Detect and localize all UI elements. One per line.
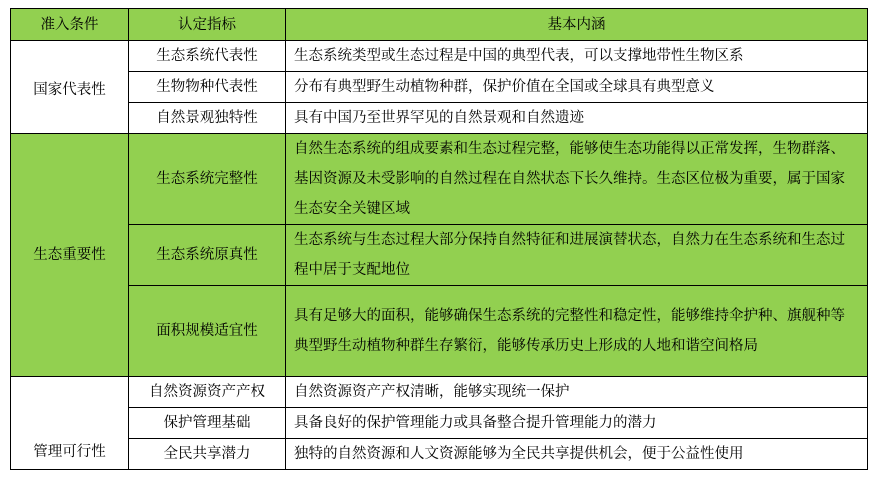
- condition-ecological-importance: 生态重要性: [11, 134, 129, 377]
- table-row: [11, 225, 868, 286]
- indicator-cell: 生态系统完整性: [129, 134, 286, 225]
- content-cell: 生态系统类型或生态过程是中国的典型代表，可以支撑地带性生物区系: [286, 41, 868, 72]
- indicator-cell: 生态系统原真性: [129, 225, 286, 286]
- indicator-cell: 自然资源资产产权: [129, 377, 286, 408]
- header-row: [11, 9, 868, 41]
- condition-management-feasibility: 管理可行性: [11, 377, 129, 470]
- table-row: [11, 41, 868, 72]
- content-cell: 具有足够大的面积，能够确保生态系统的完整性和稳定性，能够维持伞护种、旗舰种等典型野生动植物种群生存繁衍，能够传承历史上形成的人地和谐空间格局: [286, 286, 868, 377]
- header-condition: 准入条件: [11, 9, 129, 41]
- indicator-cell: 全民共享潜力: [129, 439, 286, 470]
- table-row: [11, 408, 868, 439]
- indicator-cell: 生态系统代表性: [129, 41, 286, 72]
- header-content: 基本内涵: [286, 9, 868, 41]
- table-row: [11, 103, 868, 134]
- table-row: [11, 377, 868, 408]
- indicator-cell: 自然景观独特性: [129, 103, 286, 134]
- content-cell: 自然资源资产产权清晰，能够实现统一保护: [286, 377, 868, 408]
- criteria-table: [10, 8, 868, 470]
- content-cell: 具备良好的保护管理能力或具备整合提升管理能力的潜力: [286, 408, 868, 439]
- condition-national-representativeness: 国家代表性: [11, 41, 129, 134]
- indicator-cell: 面积规模适宜性: [129, 286, 286, 377]
- indicator-cell: 生物物种代表性: [129, 72, 286, 103]
- content-cell: 自然生态系统的组成要素和生态过程完整，能够使生态功能得以正常发挥，生物群落、基因资源及未受影响的自然过程在自然状态下长久维持。生态区位极为重要，属于国家生态安全关键区域: [286, 134, 868, 225]
- indicator-cell: 保护管理基础: [129, 408, 286, 439]
- table-row: [11, 286, 868, 377]
- table-row: [11, 72, 868, 103]
- table-row: [11, 439, 868, 470]
- content-cell: 具有中国乃至世界罕见的自然景观和自然遗迹: [286, 103, 868, 134]
- table-row: [11, 134, 868, 225]
- content-cell: 生态系统与生态过程大部分保持自然特征和进展演替状态，自然力在生态系统和生态过程中居于支配地位: [286, 225, 868, 286]
- content-cell: 分布有典型野生动植物种群，保护价值在全国或全球具有典型意义: [286, 72, 868, 103]
- content-cell: 独特的自然资源和人文资源能够为全民共享提供机会，便于公益性使用: [286, 439, 868, 470]
- header-indicator: 认定指标: [129, 9, 286, 41]
